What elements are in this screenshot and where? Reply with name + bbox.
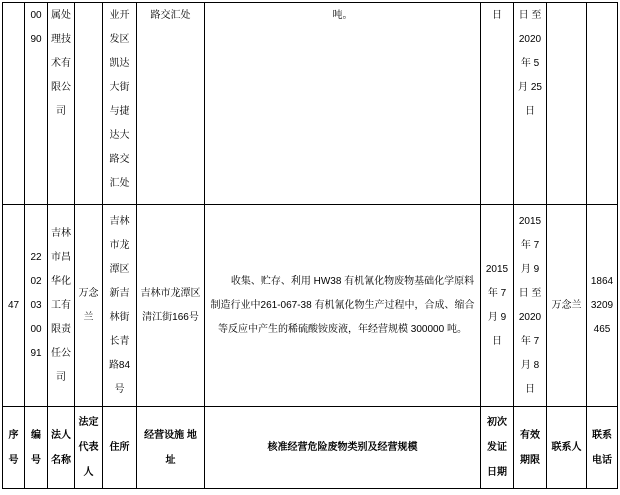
header-legal-representative: 法定代表人: [75, 407, 103, 489]
header-first-issue-date: 初次发证日期: [481, 407, 514, 489]
header-contact-phone: 联系电话: [587, 407, 618, 489]
header-license-no: 编号: [25, 407, 48, 489]
header-approved-waste-scope: 核准经营危险废物类别及经营规模: [205, 407, 481, 489]
table-row-continuation: [3, 3, 618, 205]
cont-contact-person-cell: [547, 3, 587, 205]
header-facility-address: 经营设施 地址: [137, 407, 205, 489]
r47-license-no-cell: 22 02 03 00 91: [25, 205, 48, 407]
cont-legal-representative-cell: [75, 3, 103, 205]
r47-residence-cell: 吉林市龙潭区新吉林街长青路84号: [103, 205, 137, 407]
r47-serial-no-cell: 47: [3, 205, 25, 407]
cont-validity-period-cell: 日 至 2020 年 5 月 25 日: [514, 3, 547, 205]
header-validity-period: 有效期限: [514, 407, 547, 489]
r47-contact-person-cell: 万念兰: [547, 205, 587, 407]
cont-contact-phone-cell: [587, 3, 618, 205]
r47-contact-phone-cell: 1864 3209 465: [587, 205, 618, 407]
cont-serial-no-cell: [3, 3, 25, 205]
table-header-row: [3, 407, 618, 489]
r47-legal-entity-name-cell: 吉林市昌华化工有限责任公司: [48, 205, 75, 407]
cont-approved-waste-scope-cell: 吨。: [205, 3, 481, 205]
cont-facility-address-cell: 路交汇处: [137, 3, 205, 205]
header-residence: 住所: [103, 407, 137, 489]
cont-legal-entity-name-cell: 属处理技术有限公司: [48, 3, 75, 205]
table-row-47: [3, 205, 618, 407]
cont-license-no-cell: 00 90: [25, 3, 48, 205]
header-legal-entity-name: 法人名称: [48, 407, 75, 489]
r47-first-issue-date-cell: 2015 年 7 月 9 日: [481, 205, 514, 407]
hazardous-waste-license-table: [2, 2, 618, 489]
r47-facility-address-cell: 吉林市龙潭区清江街166号: [137, 205, 205, 407]
header-contact-person: 联系人: [547, 407, 587, 489]
r47-approved-waste-scope-cell: 收集、贮存、利用 HW38 有机氰化物废物基础化学原料制造行业中261-067-38 有机氰化物生产过程中，合成、缩合等反应中产生的稀硫酸铵废液，年经营规模 300000 吨。: [205, 205, 481, 407]
header-serial-no: 序号: [3, 407, 25, 489]
r47-legal-representative-cell: 万念兰: [75, 205, 103, 407]
cont-residence-cell: 业开发区凯达大街与捷达大路交汇处: [103, 3, 137, 205]
r47-validity-period-cell: 2015 年 7 月 9 日 至 2020 年 7 月 8 日: [514, 205, 547, 407]
cont-first-issue-date-cell: 日: [481, 3, 514, 205]
